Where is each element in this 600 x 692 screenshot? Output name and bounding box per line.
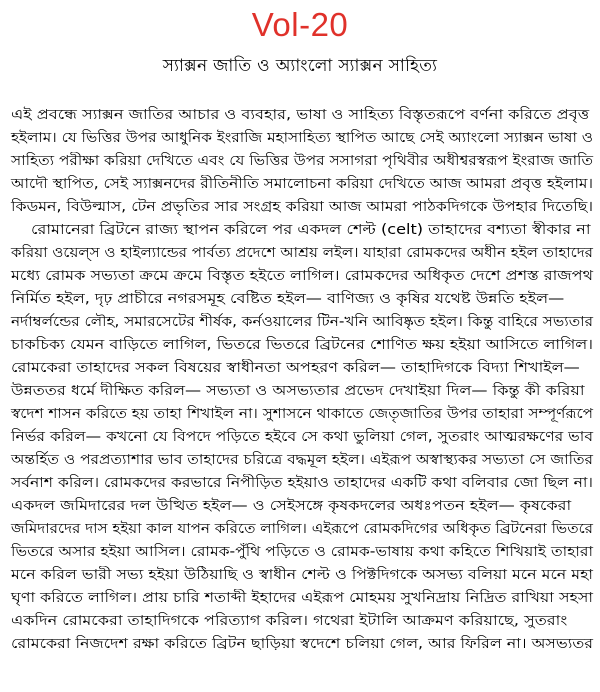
article-body (11, 104, 593, 656)
text-line (11, 196, 593, 219)
text-line-content: একদল জমিদারের দল উত্থিত হইল— ও সেইসঙ্গে কৃষকদলের অধঃপতন হইল— কৃষকেরা (11, 498, 572, 514)
text-line-content: উন্নততর ধর্মে দীক্ষিত করিল— সভ্যতা ও অসভ্যতার প্রভেদ দেখাইয়া দিল— কিন্তু কী করিয়া (11, 383, 585, 399)
text-line-content: সাহিত্য পরীক্ষা করিয়া দেখিতে এবং যে ভিত্তির উপর সসাগরা পৃথিবীর অধীশ্বরস্বরূপ ইংরাজ জাতি (11, 153, 593, 169)
text-line (11, 426, 593, 449)
text-line (11, 472, 593, 495)
text-line-content: হইলাম। যে ভিত্তির উপর আধুনিক ইংরাজি মহাসাহিত্য স্থাপিত আছে সেই অ্যাংলো স্যাক্সন ভাষা ও (11, 130, 594, 146)
text-line (11, 587, 593, 610)
text-line-content: অন্তর্হিত ও পরপ্রত্যাশার ভাব তাহাদের চরিত্রে বদ্ধমূল হইল। এইরূপ অস্বাস্থ্যকর সভ্যতা সে জাতির (11, 452, 593, 468)
text-line (11, 495, 593, 518)
text-line-content: মধ্যে রোমক সভ্যতা ক্রমে ক্রমে বিস্তৃত হইতে লাগিল। রোমকদের অধিকৃত দেশে প্রশস্ত রাজপথ (11, 268, 593, 284)
text-line-content: চাকচিক্য যেমন বাড়িতে লাগিল, ভিতরে ভিতরে ব্রিটনের শোণিত ক্ষয় হইয়া আসিতে লাগিল। (11, 337, 593, 353)
text-line (11, 518, 593, 541)
text-line-content: ভিতরে অসার হইয়া আসিল। রোমক-পুঁথি পড়িতে ও রোমক-ভাষায় কথা কহিতে শিখিয়াই তাহারা (11, 544, 593, 560)
text-line (11, 219, 593, 242)
text-line (11, 288, 593, 311)
text-line-content: ঘৃণা করিতে লাগিল। প্রায় চারি শতাব্দী ইহাদের এইরূপ মোহময় সুখনিদ্রায় নিদ্রিত রাখিয়া সহসা (11, 590, 593, 606)
text-line-content: জমিদারদের দাস হইয়া কাল যাপন করিতে লাগিল। এইরূপে রোমকদিগের অধিকৃত ব্রিটনেরা ভিতরে (11, 521, 593, 537)
text-line (11, 380, 593, 403)
text-line (11, 610, 593, 633)
text-line (11, 127, 593, 150)
text-line (11, 242, 593, 265)
text-line-content: করিয়া ওয়েল্স ও হাইল্যান্ডের পার্বত্য প্রদেশে আশ্রয় লইল। যাহারা রোমকদের অধীন হইল তাহাদের (11, 245, 593, 261)
text-line-content: মনে করিল ভারী সভ্য হইয়া উঠিয়াছি ও স্বাধীন শেল্ট ও পিক্টদিগকে অসভ্য বলিয়া মনে মনে মহা (11, 567, 593, 583)
text-line-content: নর্দাম্বর্লন্ডের লৌহ, সমারসেটের শীর্ষক, কর্নওয়ালের টিন-খনি আবিষ্কৃত হইল। কিন্তু বাহিরে সভ্যতার (11, 314, 593, 330)
text-line (11, 173, 593, 196)
text-line (11, 633, 593, 656)
text-line (11, 564, 593, 587)
text-line (11, 449, 593, 472)
text-line (11, 150, 593, 173)
text-line (11, 265, 593, 288)
text-line-content: এই প্রবন্ধে স্যাক্সন জাতির আচার ও ব্যবহার, ভাষা ও সাহিত্য বিস্তৃতরূপে বর্ণনা করিতে প্রবৃত্ত (11, 107, 590, 123)
text-line-content: আদৌ স্থাপিত, সেই স্যাক্সনদের রীতিনীতি সমালোচনা করিয়া দেখিতে আজ আমরা প্রবৃত্ত হইলাম। (11, 176, 593, 192)
text-line (11, 403, 593, 426)
volume-label: Vol-20 (251, 6, 349, 43)
text-line-content: রোমকেরা নিজদেশ রক্ষা করিতে ব্রিটন ছাড়িয়া স্বদেশে চলিয়া গেল, আর ফিরিল না। অসভ্যতর (11, 636, 593, 652)
text-line-content: সর্বনাশ করিল। রোমকদের করভারে নিপীড়িত হইয়াও তাহাদের একটি কথা বলিবার জো ছিল না। (11, 475, 593, 491)
article-title: স্যাক্সন জাতি ও অ্যাংলো স্যাক্সন সাহিত্য (162, 56, 438, 76)
text-line (11, 104, 593, 127)
text-line-content: নির্মিত হইল, দৃঢ় প্রাচীরে নগরসমূহ বেষ্টিত হইল— বাণিজ্য ও কৃষির যথেষ্ট উন্নতি হইল— (11, 291, 565, 307)
text-line-content: একদিন রোমকেরা তাহাদিগকে পরিত্যাগ করিল। গথেরা ইটালি আক্রমণ করিয়াছে, সুতরাং (11, 613, 568, 629)
text-line-content: কিডমন, বিউল্মাস, টেন প্রভৃতির সার সংগ্রহ করিয়া আজ আমরা পাঠকদিগকে উপহার দিতেছি। (11, 199, 593, 215)
text-line (11, 334, 593, 357)
text-line-content: স্বদেশ শাসন করিতে হয় তাহা শিখাইল না। সুশাসনে থাকাতে জেতৃজাতির উপর তাহারা সম্পূর্ণরূপে (11, 406, 593, 422)
text-line (11, 541, 593, 564)
text-line-content: নির্ভর করিল— কখনো যে বিপদে পড়িতে হইবে সে কথা ভুলিয়া গেল, সুতরাং আত্মরক্ষণের ভাব (11, 429, 593, 445)
text-line-content: রোমানেরা ব্রিটনে রাজ্য স্থাপন করিলে পর একদল শেল্ট (celt) তাহাদের বশ্যতা স্বীকার না (31, 222, 591, 238)
text-line (11, 357, 593, 380)
text-line (11, 311, 593, 334)
text-line-content: রোমকেরা তাহাদের সকল বিষয়ের স্বাধীনতা অপহরণ করিল— তাহাদিগকে বিদ্যা শিখাইল— (11, 360, 580, 376)
